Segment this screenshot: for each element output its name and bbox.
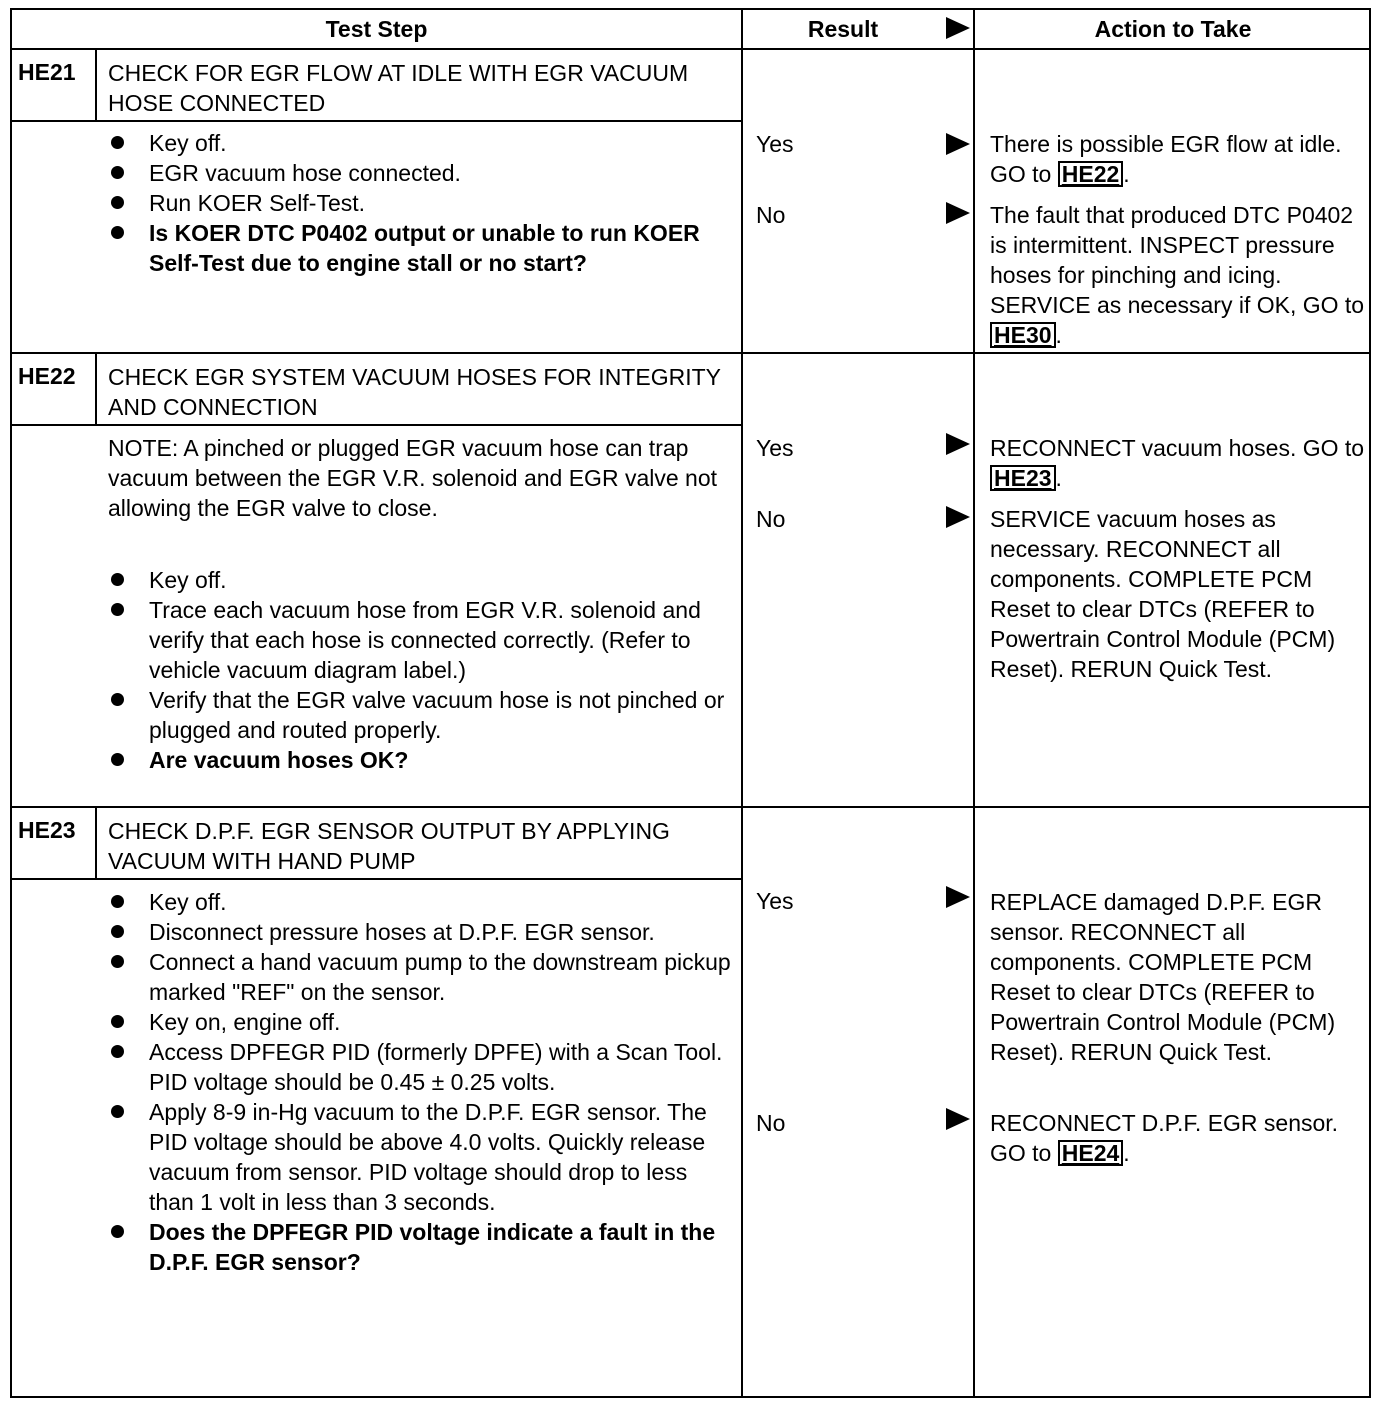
arrow-icon <box>946 133 970 155</box>
column-divider-result <box>741 10 743 1396</box>
step-title-divider <box>12 424 741 426</box>
bullet-question: Are vacuum hoses OK? <box>108 745 738 775</box>
step-id-he22: HE22 <box>18 363 76 389</box>
arrow-icon <box>946 506 970 528</box>
action-yes-he23 <box>990 887 1375 1067</box>
step-title-divider <box>12 120 741 122</box>
step-bullets-he23 <box>108 887 738 1277</box>
arrow-icon <box>946 202 970 224</box>
action-no-he23 <box>990 1108 1375 1168</box>
header-divider <box>12 48 1369 50</box>
step-id-he23: HE23 <box>18 817 76 843</box>
action-text: RECONNECT vacuum hoses. GO to <box>990 435 1365 461</box>
bullet-item: EGR vacuum hose connected. <box>108 158 738 188</box>
bullet-item: Key off. <box>108 565 738 595</box>
header-arrow-icon <box>946 17 970 39</box>
action-yes-he22 <box>990 433 1375 493</box>
action-text: . <box>1123 161 1130 187</box>
bullet-item: Run KOER Self-Test. <box>108 188 738 218</box>
step-title-he21: CHECK FOR EGR FLOW AT IDLE WITH EGR VACUUM HOSE CONNECTED <box>108 60 689 116</box>
header-test-step: Test Step <box>325 15 428 42</box>
action-no-he21 <box>990 200 1375 350</box>
step-title-divider <box>12 878 741 880</box>
step-divider <box>12 352 1369 354</box>
diagnostic-table <box>10 8 1371 1398</box>
action-text: . <box>1123 1140 1130 1166</box>
action-yes-he21 <box>990 129 1375 189</box>
result-yes-he21: Yes <box>756 131 794 157</box>
arrow-icon <box>946 1108 970 1130</box>
bullet-question: Is KOER DTC P0402 output or unable to run KOER Self-Test due to engine stall or no start? <box>108 218 738 278</box>
bullet-item: Connect a hand vacuum pump to the downstream pickup marked "REF" on the sensor. <box>108 947 738 1007</box>
bullet-item: Key off. <box>108 128 738 158</box>
step-id-divider <box>95 806 97 878</box>
action-text: REPLACE damaged D.P.F. EGR sensor. RECONNECT all components. COMPLETE PCM Reset to clear DTCs (REFER to Powertrain Control Module (PCM) Reset). RERUN Quick Test. <box>990 889 1336 1065</box>
result-no-he21: No <box>756 202 786 228</box>
bullet-item: Key off. <box>108 887 738 917</box>
step-id-divider <box>95 352 97 424</box>
bullet-item: Key on, engine off. <box>108 1007 738 1037</box>
step-title-he22: CHECK EGR SYSTEM VACUUM HOSES FOR INTEGRITY AND CONNECTION <box>108 364 721 420</box>
result-no-he22: No <box>756 506 786 532</box>
action-text: SERVICE vacuum hoses as necessary. RECONNECT all components. COMPLETE PCM Reset to clear DTCs (REFER to Powertrain Control Module (PCM) Reset). RERUN Quick Test. <box>990 506 1336 682</box>
result-no-he23: No <box>756 1110 786 1136</box>
step-id-divider <box>95 48 97 120</box>
ref-link-he22[interactable]: HE22 <box>1058 161 1124 187</box>
step-note-he22: NOTE: A pinched or plugged EGR vacuum hose can trap vacuum between the EGR V.R. solenoid and EGR valve not allowing the EGR valve to close. <box>108 435 717 521</box>
action-text: The fault that produced DTC P0402 is intermittent. INSPECT pressure hoses for pinching and icing. SERVICE as necessary if OK, GO to <box>990 202 1365 318</box>
ref-link-he23[interactable]: HE23 <box>990 465 1056 491</box>
bullet-item: Apply 8-9 in-Hg vacuum to the D.P.F. EGR sensor. The PID voltage should be above 4.0 volts. Quickly release vacuum from sensor. PID voltage should drop to less than 1 volt in less than 3 seconds. <box>108 1097 738 1217</box>
action-text: . <box>1055 322 1062 348</box>
column-divider-action <box>973 10 975 1396</box>
result-yes-he22: Yes <box>756 435 794 461</box>
action-text: . <box>1055 465 1062 491</box>
step-bullets-he21 <box>108 128 738 278</box>
action-text: There is possible EGR flow at idle. GO to <box>990 131 1342 187</box>
ref-link-he24[interactable]: HE24 <box>1058 1140 1124 1166</box>
bullet-item: Access DPFEGR PID (formerly DPFE) with a Scan Tool. PID voltage should be 0.45 ± 0.25 volts. <box>108 1037 738 1097</box>
bullet-question: Does the DPFEGR PID voltage indicate a fault in the D.P.F. EGR sensor? <box>108 1217 738 1277</box>
result-yes-he23: Yes <box>756 888 794 914</box>
bullet-item: Verify that the EGR valve vacuum hose is not pinched or plugged and routed properly. <box>108 685 738 745</box>
step-bullets-he22 <box>108 565 738 775</box>
action-no-he22 <box>990 504 1375 684</box>
step-divider <box>12 806 1369 808</box>
arrow-icon <box>946 433 970 455</box>
arrow-icon <box>946 886 970 908</box>
ref-link-he30[interactable]: HE30 <box>990 322 1056 348</box>
step-id-he21: HE21 <box>18 59 76 85</box>
bullet-item: Trace each vacuum hose from EGR V.R. solenoid and verify that each hose is connected correctly. (Refer to vehicle vacuum diagram label.) <box>108 595 738 685</box>
action-text: RECONNECT D.P.F. EGR sensor. GO to <box>990 1110 1339 1166</box>
header-result: Result <box>807 15 879 42</box>
bullet-item: Disconnect pressure hoses at D.P.F. EGR sensor. <box>108 917 738 947</box>
header-action: Action to Take <box>1094 15 1252 42</box>
step-title-he23: CHECK D.P.F. EGR SENSOR OUTPUT BY APPLYING VACUUM WITH HAND PUMP <box>108 818 670 874</box>
